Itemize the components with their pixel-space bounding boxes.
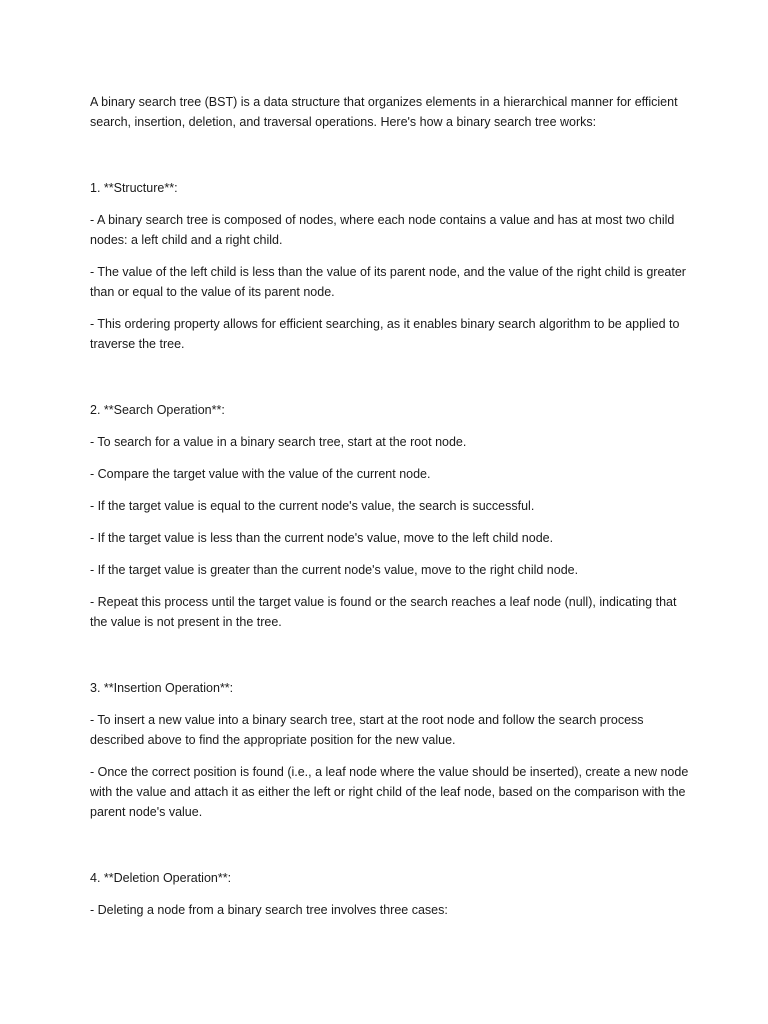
- section-heading: 2. **Search Operation**:: [90, 403, 225, 417]
- bullet-item: - The value of the left child is less than the value of its parent node, and the value of the right child is greater than or equal to the value of its parent node.: [90, 265, 686, 299]
- section-heading: 3. **Insertion Operation**:: [90, 681, 234, 695]
- bullet-item: - This ordering property allows for efficient searching, as it enables binary search algorithm to be applied to traverse the tree.: [90, 317, 680, 351]
- bullet-item: - Compare the target value with the value of the current node.: [90, 467, 431, 481]
- bullet-item: - If the target value is equal to the current node's value, the search is successful.: [90, 499, 535, 513]
- section-structure: [90, 178, 690, 354]
- bullet-item: - Repeat this process until the target value is found or the search reaches a leaf node (null), indicating that the value is not present in the tree.: [90, 595, 677, 629]
- bullet-item: - Once the correct position is found (i.e., a leaf node where the value should be inserted), create a new node with the value and attach it as either the left or right child of the leaf node, based on the comparison with the parent node's value.: [90, 765, 689, 819]
- bullet-item: - If the target value is less than the current node's value, move to the left child node.: [90, 531, 554, 545]
- bullet-item: - To insert a new value into a binary search tree, start at the root node and follow the search process described above to find the appropriate position for the new value.: [90, 713, 644, 747]
- section-insertion: [90, 678, 690, 822]
- section-heading: 1. **Structure**:: [90, 181, 178, 195]
- bullet-item: - A binary search tree is composed of nodes, where each node contains a value and has at most two child nodes: a left child and a right child.: [90, 213, 675, 247]
- intro-paragraph: A binary search tree (BST) is a data structure that organizes elements in a hierarchical manner for efficient search, insertion, deletion, and traversal operations. Here's how a binary search tree works:: [90, 95, 678, 129]
- bullet-item: - Deleting a node from a binary search tree involves three cases:: [90, 903, 448, 917]
- section-search: [90, 400, 690, 632]
- section-heading: 4. **Deletion Operation**:: [90, 871, 232, 885]
- bullet-item: - To search for a value in a binary search tree, start at the root node.: [90, 435, 467, 449]
- document-body: [90, 92, 690, 932]
- bullet-item: - If the target value is greater than the current node's value, move to the right child node.: [90, 563, 579, 577]
- section-deletion: [90, 868, 690, 920]
